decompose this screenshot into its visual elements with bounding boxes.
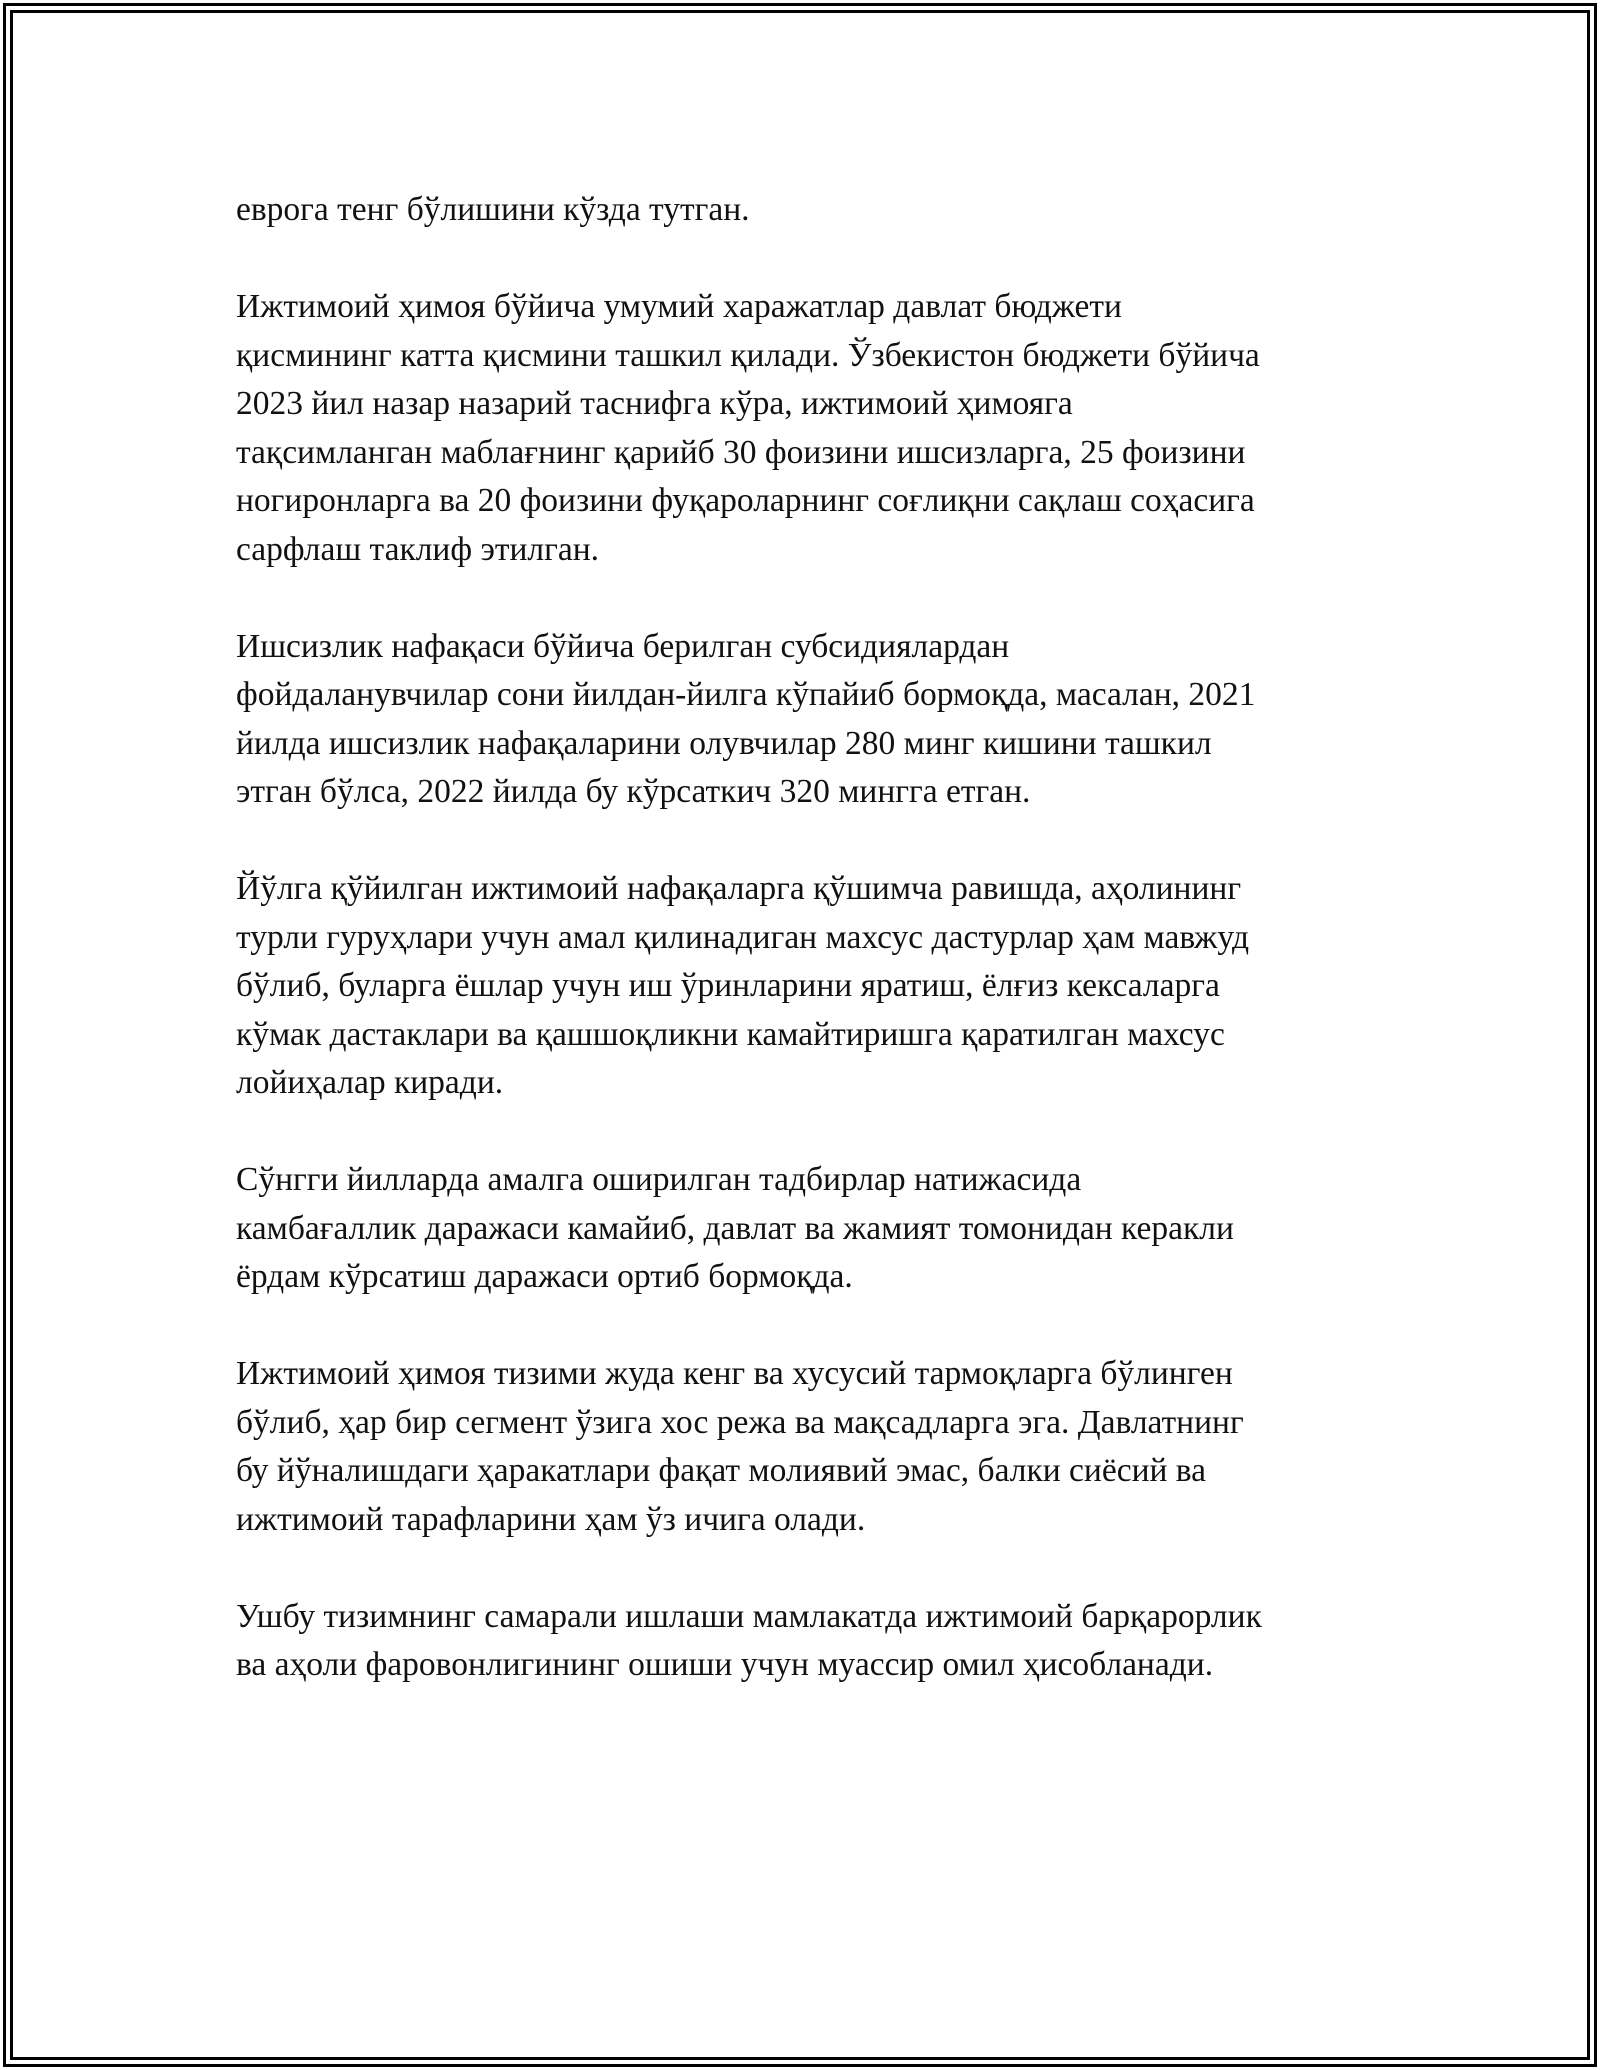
text-line: ногиронларга ва 20 фоизини фуқароларнинг соғлиқни сақлаш соҳасига bbox=[236, 482, 1255, 519]
text-line: йилда ишсизлик нафақаларини олувчилар 280 минг кишини ташкил bbox=[236, 724, 1212, 762]
text-line: Сўнгги йилларда амалга оширилган тадбирлар натижасида bbox=[236, 1161, 1082, 1198]
text-line: Ишсизлик нафақаси бўйича берилган субсидиялардан bbox=[236, 627, 1010, 665]
text-line: Ижтимоий ҳимоя бўйича умумий харажатлар давлат бюджети bbox=[236, 288, 1122, 325]
paragraph-5 bbox=[236, 1156, 1406, 1302]
text-line: Ушбу тизимнинг самарали ишлаши мамлакатда ижтимоий барқарорлик bbox=[236, 1597, 1262, 1635]
text-line: Йўлга қўйилган ижтимоий нафақаларга қўшимча равишда, аҳолининг bbox=[236, 870, 1242, 907]
text-line: еврога тенг бўлишини кўзда тутган. bbox=[236, 191, 750, 228]
text-line: ёрдам кўрсатиш даражаси ортиб бормоқда. bbox=[236, 1258, 853, 1295]
paragraph-3 bbox=[236, 623, 1406, 817]
paragraph-2 bbox=[236, 283, 1406, 574]
text-line: сарфлаш таклиф этилган. bbox=[236, 530, 600, 568]
paragraph-4 bbox=[236, 865, 1406, 1108]
text-line: фойдаланувчилар сони йилдан-йилга кўпайиб бормоқда, масалан, 2021 bbox=[236, 676, 1256, 713]
text-line: тақсимланган маблағнинг қарийб 30 фоизини ишсизларга, 25 фоизини bbox=[236, 433, 1246, 471]
text-line: қисмининг катта қисмини ташкил қилади. Ўзбекистон бюджети бўйича bbox=[236, 336, 1260, 374]
text-line: бўлиб, буларга ёшлар учун иш ўринларини яратиш, ёлғиз кексаларга bbox=[236, 967, 1220, 1004]
text-line: лойиҳалар киради. bbox=[236, 1064, 504, 1101]
paragraph-6 bbox=[236, 1350, 1406, 1544]
text-line: бўлиб, ҳар бир сегмент ўзига хос режа ва мақсадларга эга. Давлатнинг bbox=[236, 1403, 1244, 1441]
paragraph-1 bbox=[236, 186, 1406, 235]
paragraph-7 bbox=[236, 1593, 1406, 1690]
text-line: бу йўналишдаги ҳаракатлари фақат молиявий эмас, балки сиёсий ва bbox=[236, 1452, 1207, 1489]
text-line: 2023 йил назар назарий таснифга кўра, ижтимоий ҳимояга bbox=[236, 385, 1073, 422]
text-line: Ижтимоий ҳимоя тизими жуда кенг ва хусусий тармоқларга бўлинген bbox=[236, 1355, 1233, 1392]
text-line: кўмак дастаклари ва қашшоқликни камайтиришга қаратилган махсус bbox=[236, 1015, 1225, 1053]
text-line: турли гуруҳлари учун амал қилинадиган махсус дастурлар ҳам мавжуд bbox=[236, 918, 1249, 956]
text-line: ва аҳоли фаровонлигининг ошиши учун муассир омил ҳисобланади. bbox=[236, 1646, 1214, 1683]
document-body bbox=[236, 186, 1406, 1738]
text-line: ижтимоий тарафларини ҳам ўз ичига олади. bbox=[236, 1500, 866, 1538]
text-line: камбағаллик даражаси камайиб, давлат ва жамият томонидан керакли bbox=[236, 1209, 1234, 1247]
text-line: этган бўлса, 2022 йилда бу кўрсаткич 320 мингга етган. bbox=[236, 773, 1031, 810]
